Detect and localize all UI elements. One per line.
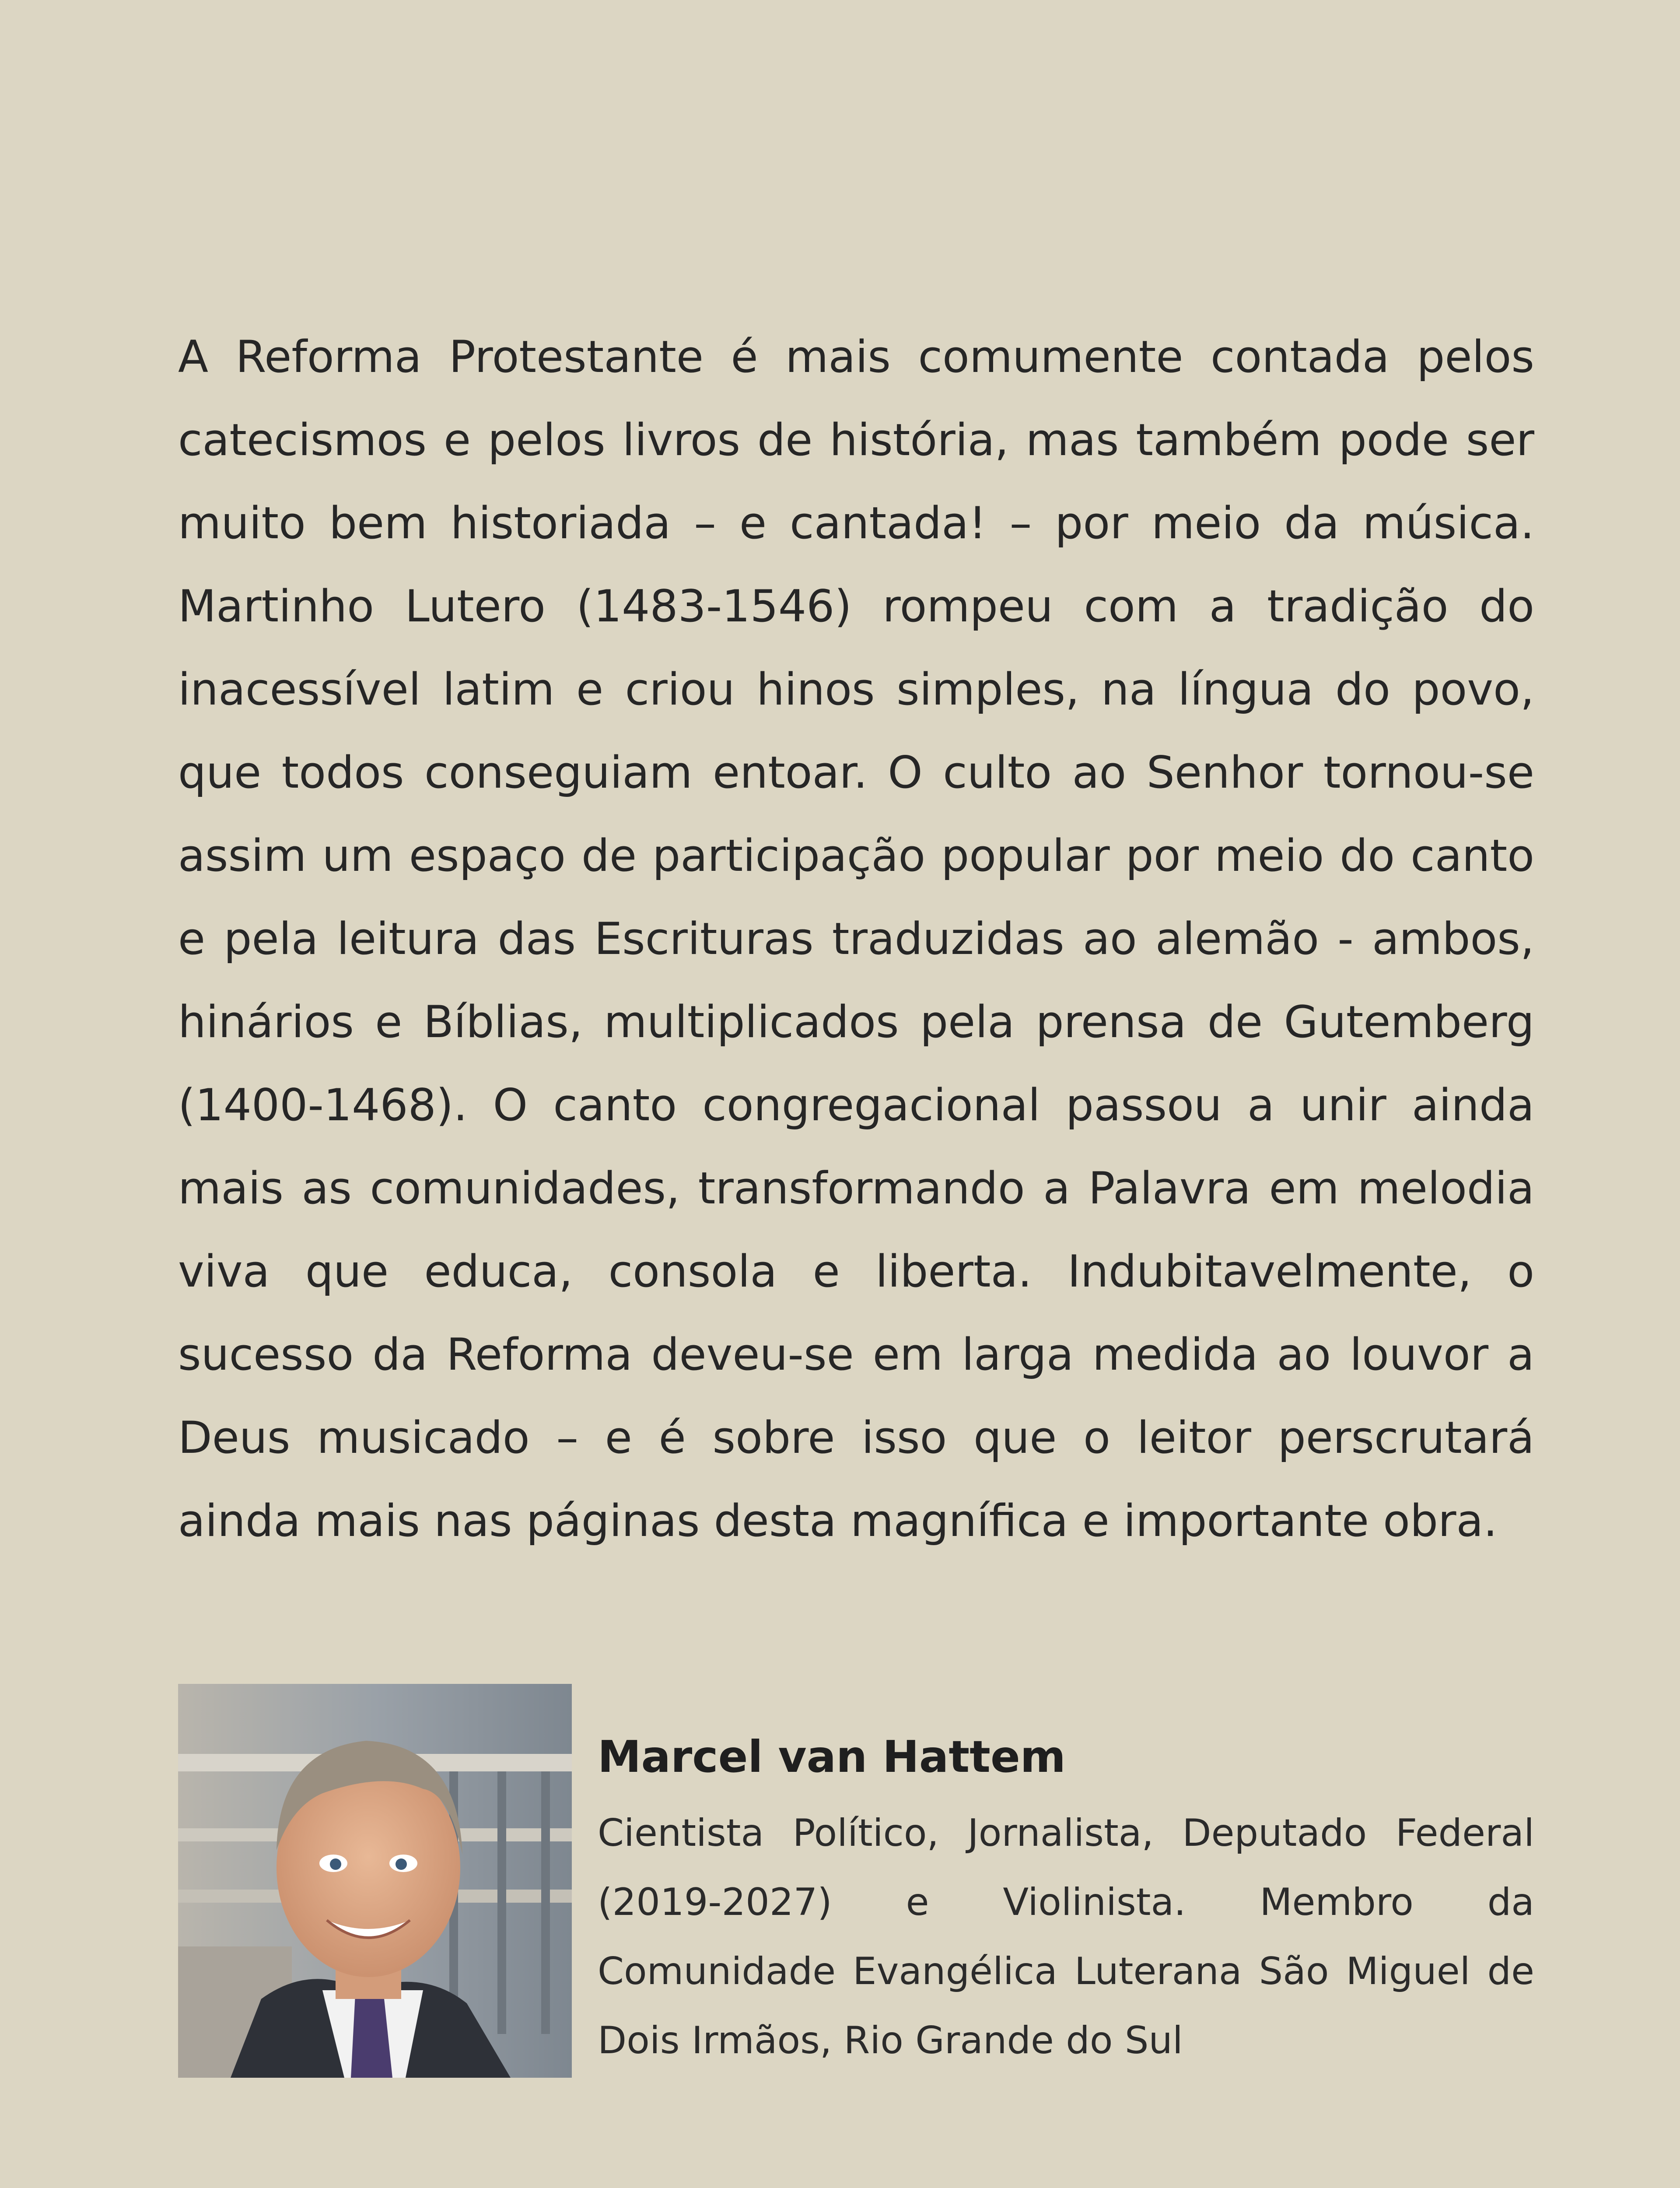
author-bio: Cientista Político, Jornalista, Deputado Federal (2019-2027) e Violinista. Membro da Comunidade Evangélica Luterana São Miguel de Dois Irmãos, Rio Grande do Sul	[598, 1811, 1534, 2062]
author-portrait-image	[178, 1684, 572, 2078]
author-photo	[178, 1684, 572, 2078]
author-info	[598, 1724, 1534, 2075]
blurb-text: A Reforma Protestante é mais comumente contada pelos catecismos e pelos livros de história, mas também pode ser muito bem historiada – e cantada! – por meio da música. Martinho Lutero (1483-1546) rompeu com a tradição do inacessível latim e criou hinos simples, na língua do povo, que todos conseguiam entoar. O culto ao Senhor tornou-se assim um espaço de participação popular por meio do canto e pela leitura das Escrituras traduzidas ao alemão - ambos, hinários e Bíblias, multiplicados pela prensa de Gutemberg (1400-1468). O canto congregacional passou a unir ainda mais as comunidades, transformando a Palavra em melodia viva que educa, consola e liberta. Indubitavelmente, o sucesso da Reforma deveu-se em larga medida ao louvor a Deus musicado – e é sobre isso que o leitor perscrutará ainda mais nas páginas desta magnífica e importante obra.	[178, 331, 1534, 1546]
author-name: Marcel van Hattem	[598, 1731, 1066, 1782]
